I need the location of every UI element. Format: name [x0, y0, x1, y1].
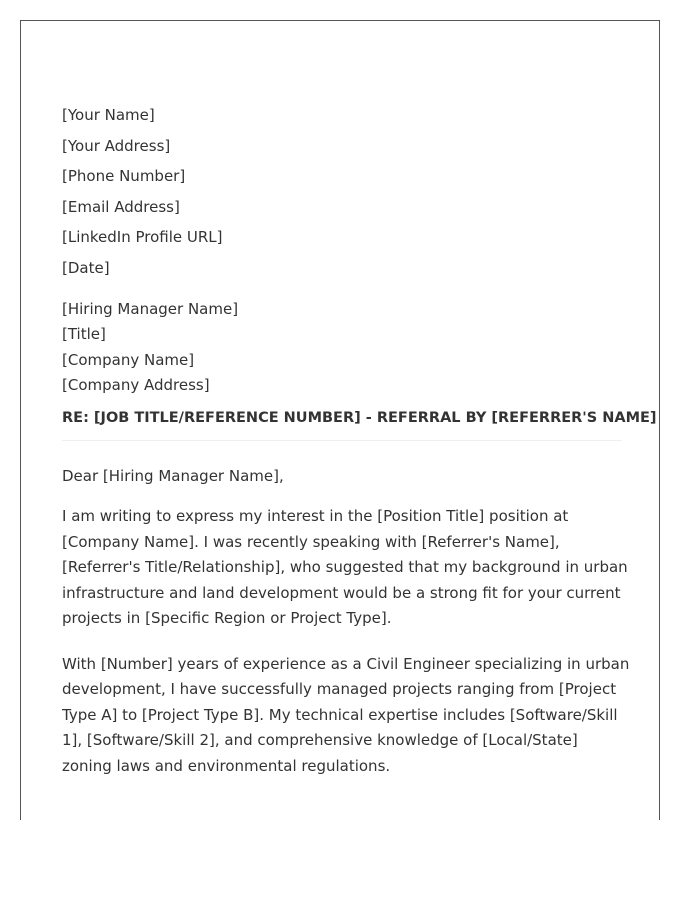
letter-date: [Date]: [62, 258, 110, 277]
letter-page: [20, 20, 660, 820]
sender-block: [62, 105, 622, 278]
recipient-company: [Company Name]: [62, 350, 195, 369]
recipient-address: [Company Address]: [62, 376, 210, 395]
sender-phone: [Phone Number]: [62, 167, 186, 186]
salutation: Dear [Hiring Manager Name],: [62, 467, 284, 486]
sender-address: [Your Address]: [62, 136, 171, 155]
sender-email: [Email Address]: [62, 197, 180, 216]
body-paragraph-2: With [Number] years of experience as a Civil Engineer specializing in urban development, I have successfully managed projects ranging from [Project Type A] to [Project Type B]. My technical expertise includes [Software/Skill 1], [Software/Skill 2], and comprehensive knowledge of [Local/State] zoning laws and environmental regulations.: [62, 654, 630, 775]
body-paragraph-1: I am writing to express my interest in the [Position Title] position at [Company Name]. I was recently speaking with [Referrer's Name], [Referrer's Title/Relationship], who suggested that my background in urban infrastructure and land development would be a strong fit for your current projects in [Specific Region or Project Type].: [62, 507, 628, 628]
subject-line: RE: [JOB TITLE/REFERENCE NUMBER] - REFERRAL BY [REFERRER'S NAME]: [62, 408, 622, 441]
sender-name: [Your Name]: [62, 106, 155, 124]
recipient-title: [Title]: [62, 325, 106, 344]
recipient-name: [Hiring Manager Name]: [62, 299, 239, 318]
letter-content: [62, 105, 657, 779]
sender-linkedin: [LinkedIn Profile URL]: [62, 228, 223, 247]
recipient-block: [62, 299, 622, 396]
